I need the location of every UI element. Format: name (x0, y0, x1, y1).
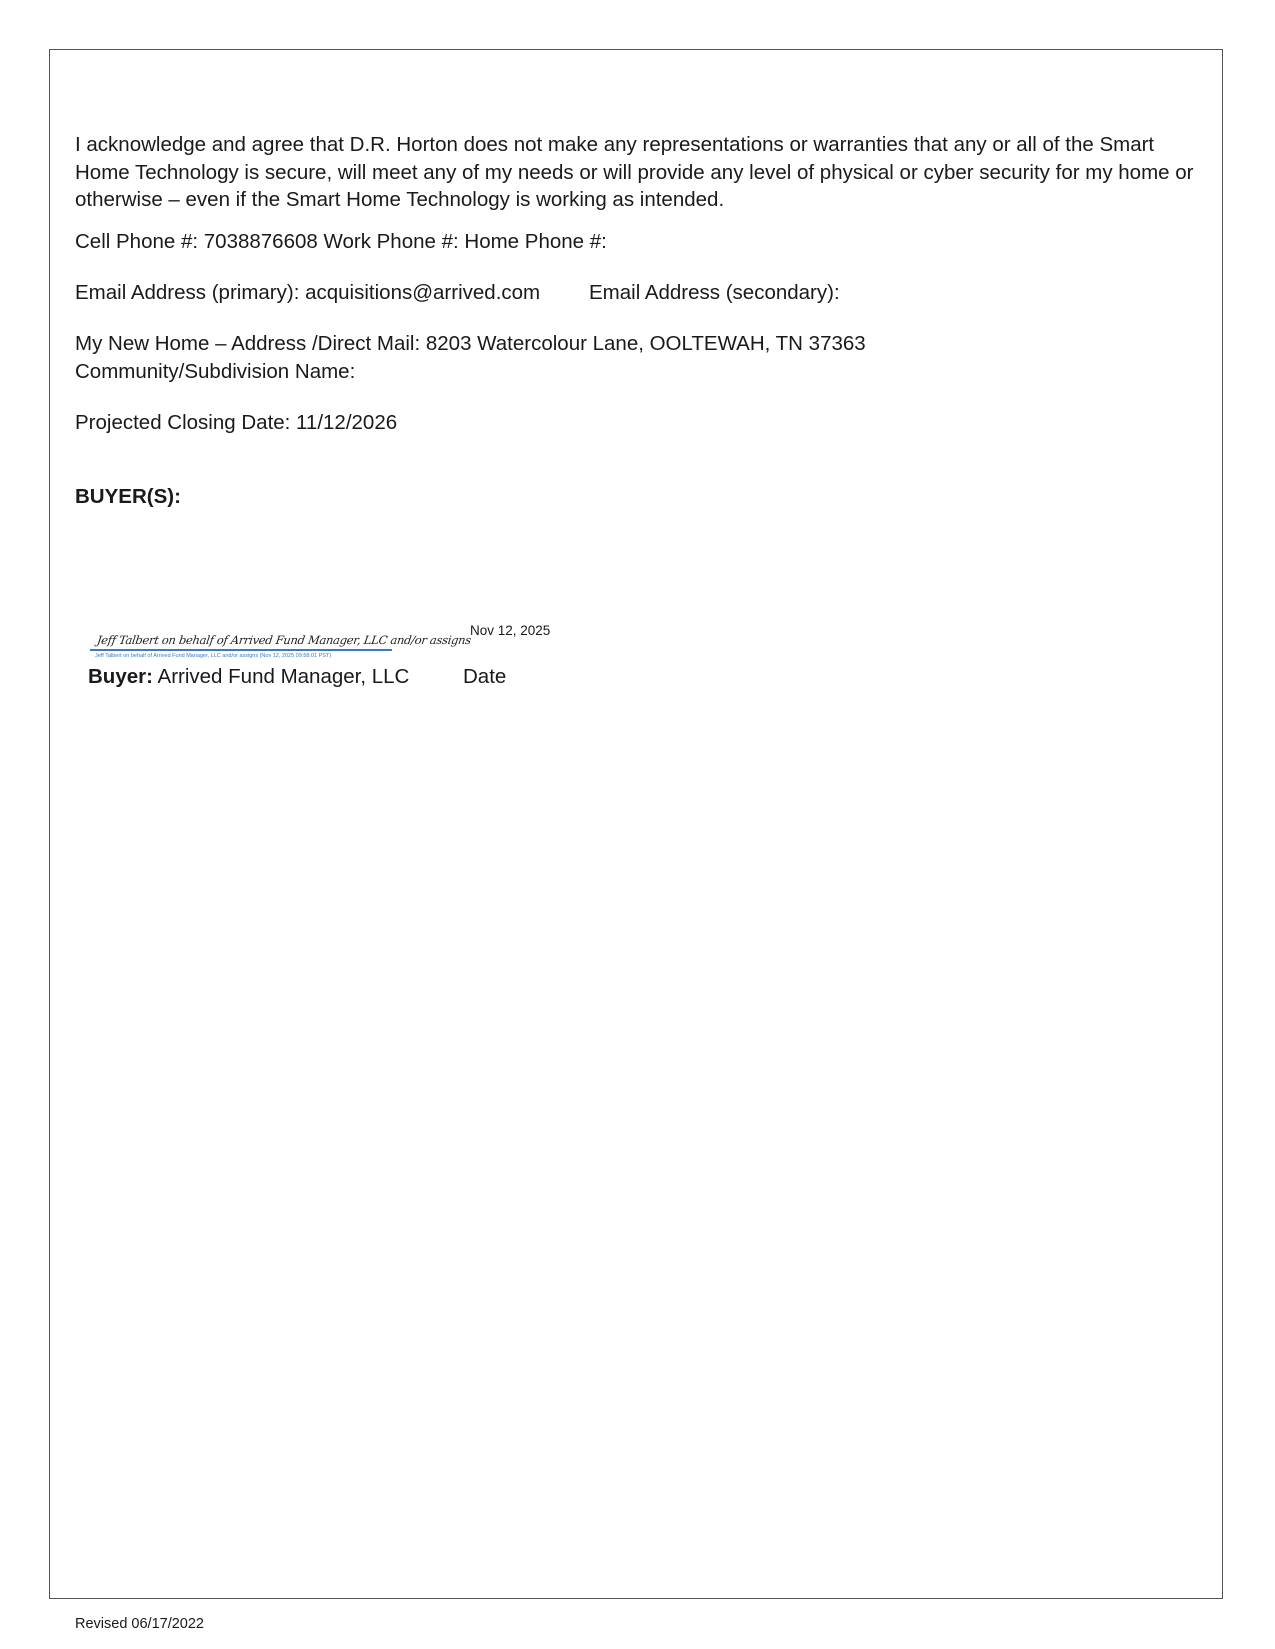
signature-caption: Jeff Talbert on behalf of Arrived Fund Manager, LLC and/or assigns (Nov 12, 2025 09:58:01 PST) (95, 653, 332, 659)
phone-numbers-line: Cell Phone #: 7038876608 Work Phone #: Home Phone #: (75, 230, 607, 253)
buyers-heading: BUYER(S): (75, 485, 181, 508)
signature-line (90, 649, 392, 651)
revision-footer: Revised 06/17/2022 (75, 1616, 204, 1632)
date-label: Date (463, 665, 507, 688)
buyer-name: Arrived Fund Manager, LLC (157, 665, 410, 688)
signature-date-value: Nov 12, 2025 (470, 623, 551, 638)
email-secondary: Email Address (secondary): (589, 281, 840, 304)
handwritten-signature: Jeff Talbert on behalf of Arrived Fund Manager, LLC and/or assigns (96, 633, 472, 647)
buyer-line (88, 663, 409, 691)
email-primary: Email Address (primary): acquisitions@arrived.com (75, 281, 541, 304)
buyer-label: Buyer: (88, 665, 153, 688)
acknowledgement-paragraph: I acknowledge and agree that D.R. Horton does not make any representations or warranties that any or all of the Smart Home Technology is secure, will meet any of my needs or will provide any level of physical or cyber security for my home or otherwise – even if the Smart Home Technology is working as intended. (75, 133, 1194, 211)
projected-closing-date: Projected Closing Date: 11/12/2026 (75, 411, 398, 434)
community-name: Community/Subdivision Name: (75, 360, 356, 383)
home-address: My New Home – Address /Direct Mail: 8203 Watercolour Lane, OOLTEWAH, TN 37363 (75, 332, 866, 355)
signature-block (90, 633, 472, 663)
